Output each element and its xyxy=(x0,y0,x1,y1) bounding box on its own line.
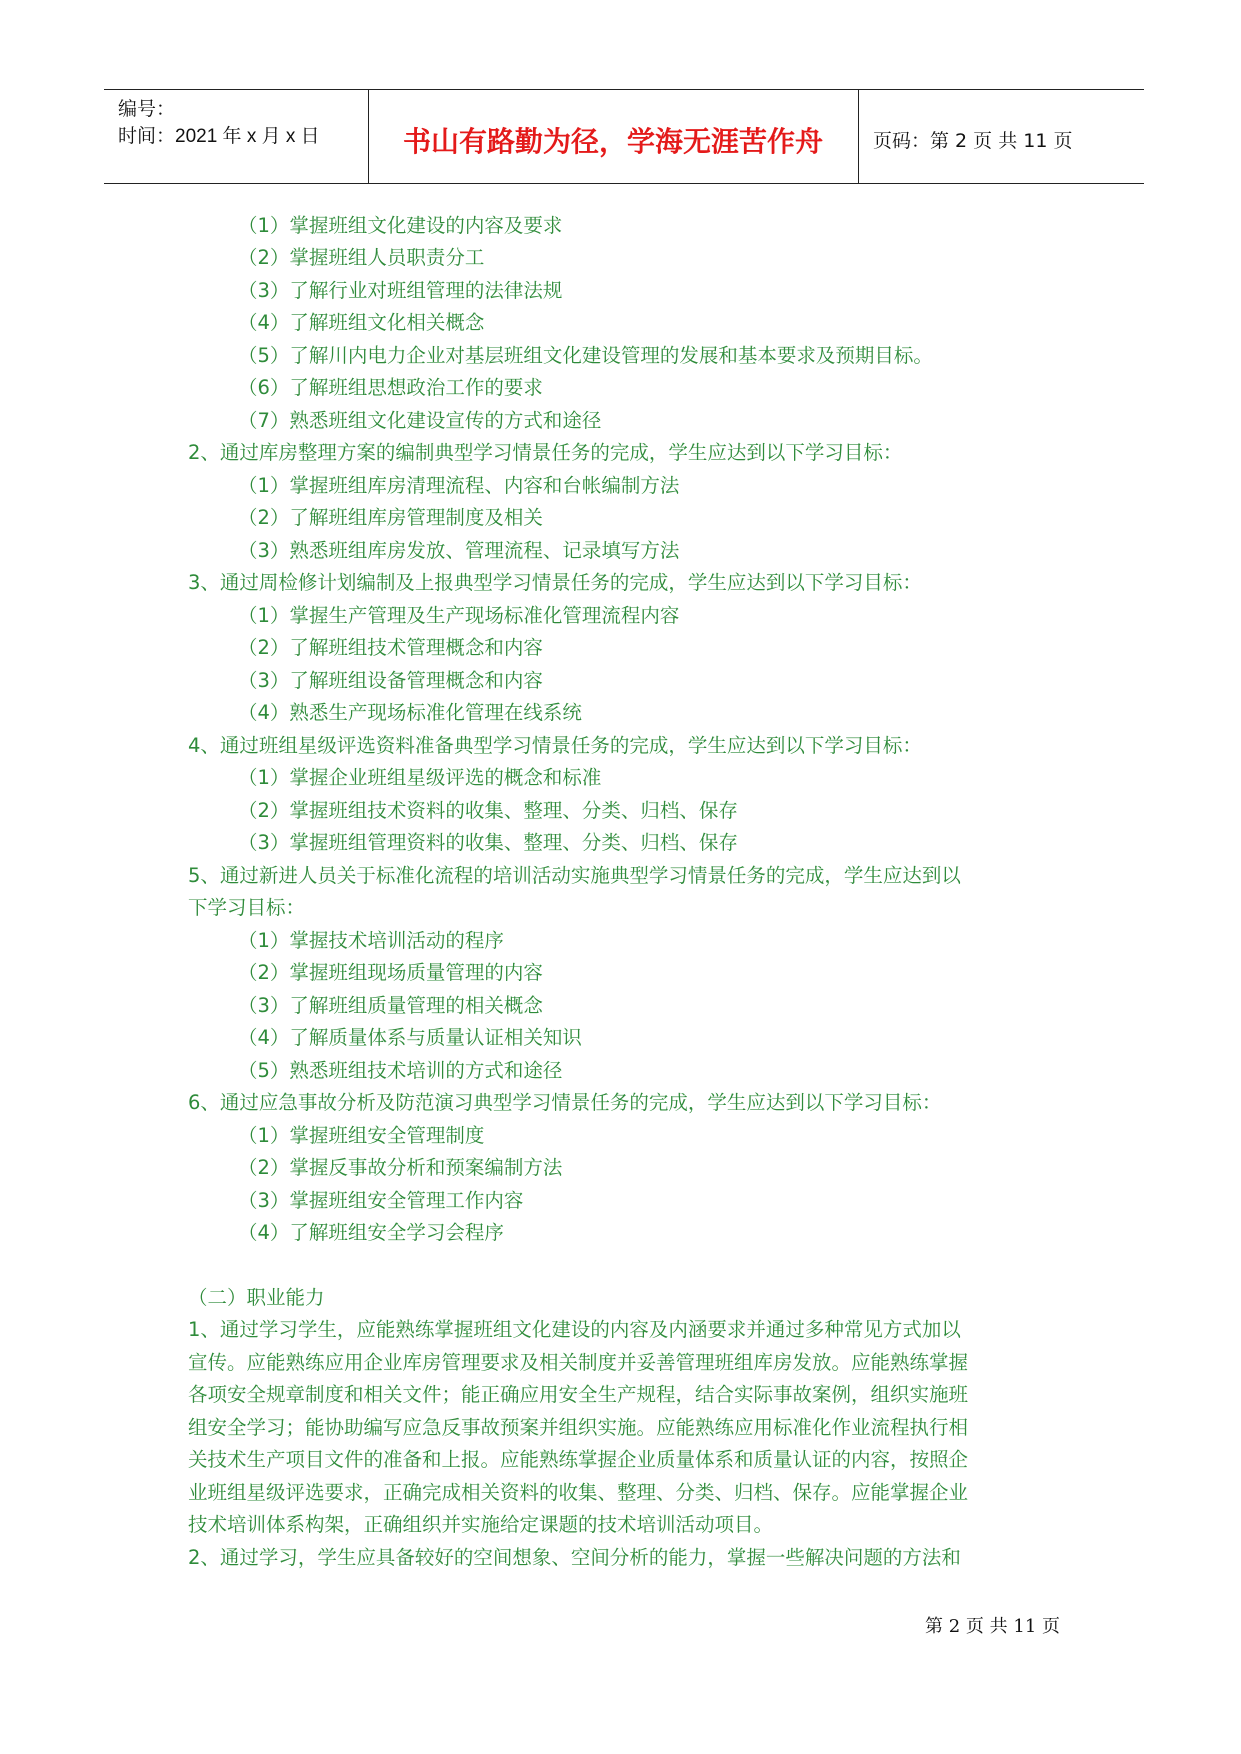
header-motto: 书山有路勤为径，学海无涯苦作舟 xyxy=(402,125,823,158)
header-page-label: 页码：第 2 页 共 11 页 xyxy=(873,130,1073,152)
section-heading-line: 5、通过新进人员关于标准化流程的培训活动实施典型学习情景任务的完成，学生应达到以 xyxy=(188,864,961,887)
paragraph-line: 关技术生产项目文件的准备和上报。应能熟练掌握企业质量体系和质量认证的内容，按照企 xyxy=(188,1448,969,1471)
section-heading-line: 3、通过周检修计划编制及上报典型学习情景任务的完成，学生应达到以下学习目标： xyxy=(188,571,922,594)
body-line: （6）了解班组思想政治工作的要求 xyxy=(238,376,543,399)
body-line: （2）掌握班组人员职责分工 xyxy=(238,246,485,269)
document-number-label: 编号： xyxy=(118,99,176,120)
subsection-title: （二）职业能力 xyxy=(188,1286,325,1309)
section-heading-line: 6、通过应急事故分析及防范演习典型学习情景任务的完成，学生应达到以下学习目标： xyxy=(188,1091,942,1114)
body-line: （1）掌握技术培训活动的程序 xyxy=(238,929,504,952)
body-line: （2）掌握反事故分析和预案编制方法 xyxy=(238,1156,563,1179)
body-line: （1）掌握班组文化建设的内容及要求 xyxy=(238,214,563,237)
paragraph-line: 技术培训体系构架，正确组织并实施给定课题的技术培训活动项目。 xyxy=(188,1513,774,1536)
body-line: （3）掌握班组管理资料的收集、整理、分类、归档、保存 xyxy=(238,831,738,854)
body-line: （1）掌握企业班组星级评选的概念和标准 xyxy=(238,766,602,789)
body-line: （3）了解班组质量管理的相关概念 xyxy=(238,994,543,1017)
paragraph-line: 1、通过学习学生，应能熟练掌握班组文化建设的内容及内涵要求并通过多种常见方式加以 xyxy=(188,1318,961,1341)
body-line: （5）了解川内电力企业对基层班组文化建设管理的发展和基本要求及预期目标。 xyxy=(238,344,933,367)
paragraph-line: 组安全学习；能协助编写应急反事故预案并组织实施。应能熟练应用标准化作业流程执行相 xyxy=(188,1416,969,1439)
paragraph-line: 各项安全规章制度和相关文件；能正确应用安全生产规程，结合实际事故案例，组织实施班 xyxy=(188,1383,969,1406)
paragraph-line: 2、通过学习，学生应具备较好的空间想象、空间分析的能力，掌握一些解决问题的方法和 xyxy=(188,1546,961,1569)
body-line: （2）掌握班组技术资料的收集、整理、分类、归档、保存 xyxy=(238,799,738,822)
section-heading-line: 下学习目标： xyxy=(188,896,306,919)
body-line: （3）了解行业对班组管理的法律法规 xyxy=(238,279,563,302)
body-line: （3）了解班组设备管理概念和内容 xyxy=(238,669,543,692)
body-line: （4）了解班组安全学习会程序 xyxy=(238,1221,504,1244)
header-page-cell xyxy=(859,90,1144,183)
body-line: （1）掌握生产管理及生产现场标准化管理流程内容 xyxy=(238,604,680,627)
body-line: （3）熟悉班组库房发放、管理流程、记录填写方法 xyxy=(238,539,680,562)
body-line: （5）熟悉班组技术培训的方式和途径 xyxy=(238,1059,563,1082)
header-meta-cell xyxy=(104,90,369,183)
body-line: （4）熟悉生产现场标准化管理在线系统 xyxy=(238,701,582,724)
body-line: （1）掌握班组安全管理制度 xyxy=(238,1124,485,1147)
page-footer: 第 2 页 共 11 页 xyxy=(925,1616,1060,1637)
page-header xyxy=(104,89,1144,184)
body-line: （2）了解班组库房管理制度及相关 xyxy=(238,506,543,529)
header-motto-cell xyxy=(368,90,859,183)
body-line: （2）了解班组技术管理概念和内容 xyxy=(238,636,543,659)
document-time-label: 时间：2021 年 x 月 x 日 xyxy=(118,126,320,147)
paragraph-line: 业班组星级评选要求，正确完成相关资料的收集、整理、分类、归档、保存。应能掌握企业 xyxy=(188,1481,969,1504)
body-line: （4）了解质量体系与质量认证相关知识 xyxy=(238,1026,582,1049)
body-line: （2）掌握班组现场质量管理的内容 xyxy=(238,961,543,984)
body-line: （7）熟悉班组文化建设宣传的方式和途径 xyxy=(238,409,602,432)
body-line: （1）掌握班组库房清理流程、内容和台帐编制方法 xyxy=(238,474,680,497)
section-heading-line: 2、通过库房整理方案的编制典型学习情景任务的完成，学生应达到以下学习目标： xyxy=(188,441,903,464)
body-line: （3）掌握班组安全管理工作内容 xyxy=(238,1189,524,1212)
section-heading-line: 4、通过班组星级评选资料准备典型学习情景任务的完成，学生应达到以下学习目标： xyxy=(188,734,922,757)
paragraph-line: 宣传。应能熟练应用企业库房管理要求及相关制度并妥善管理班组库房发放。应能熟练掌握 xyxy=(188,1351,969,1374)
body-line: （4）了解班组文化相关概念 xyxy=(238,311,485,334)
